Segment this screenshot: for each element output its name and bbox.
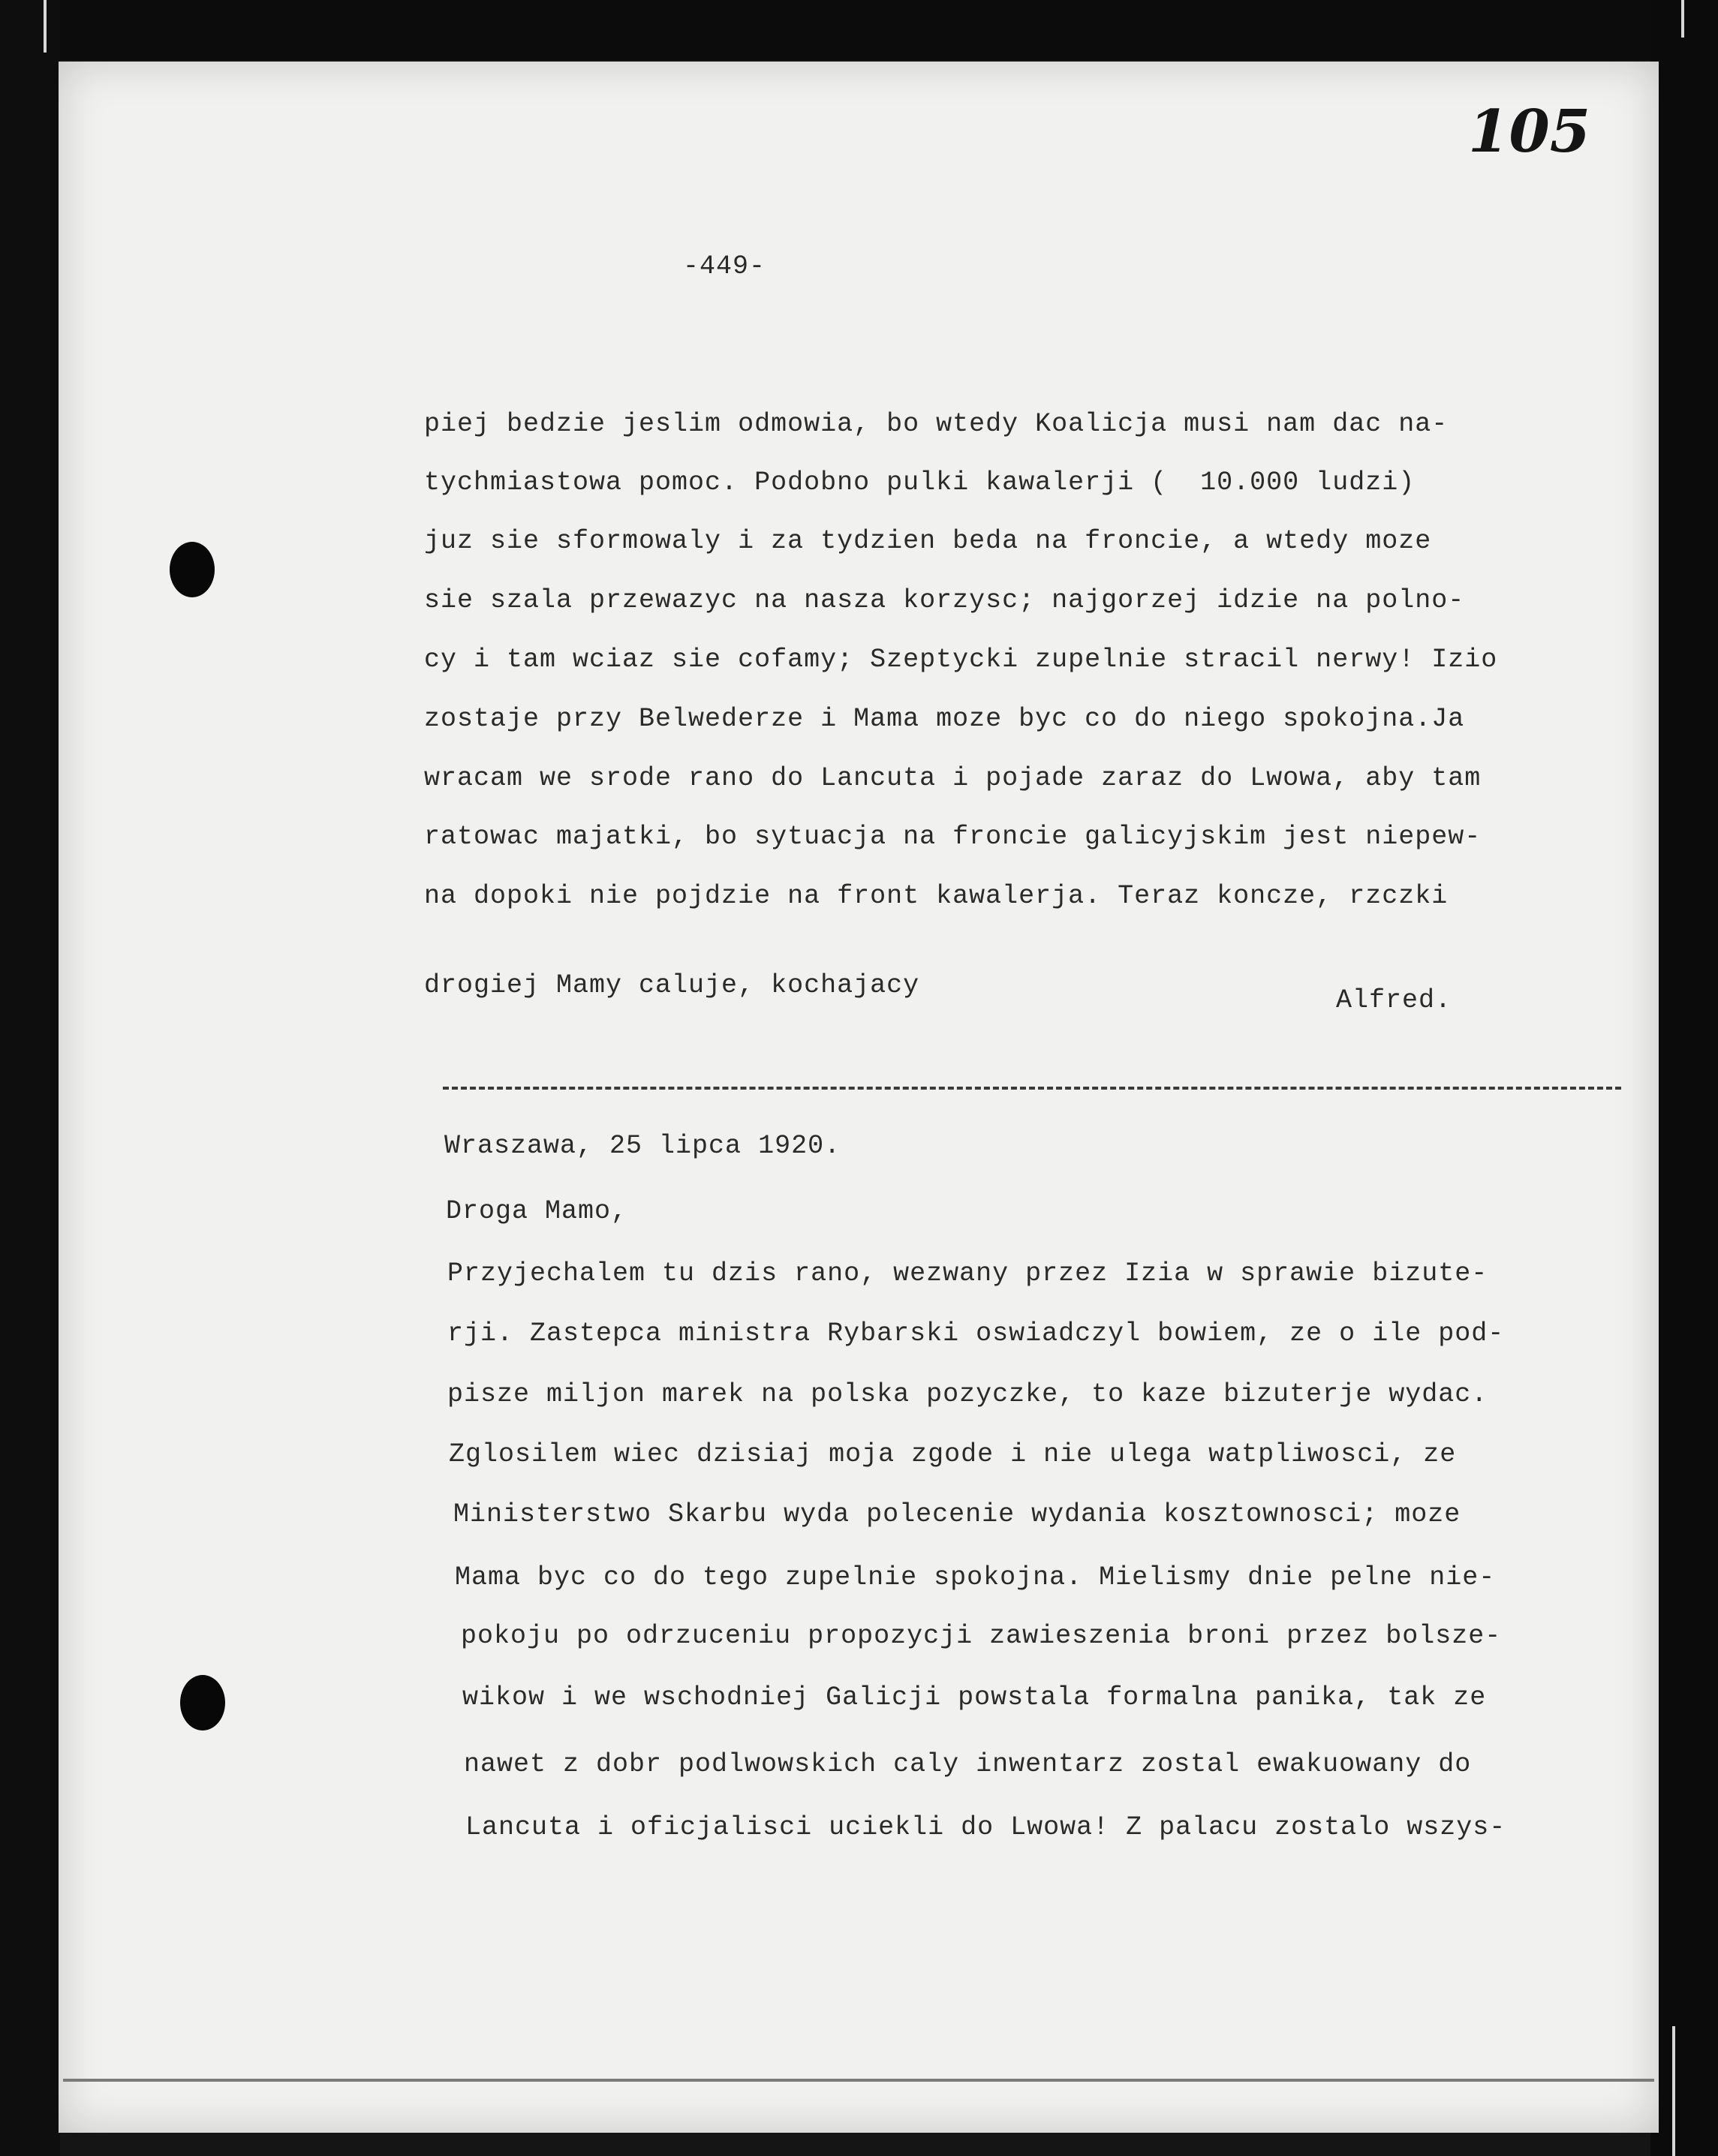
- text-line: na dopoki nie pojdzie na front kawalerja. Teraz koncze, rzczki: [424, 881, 1449, 911]
- punch-hole: [170, 542, 215, 597]
- text-line: wikow i we wschodniej Galicji powstala formalna panika, tak ze: [462, 1682, 1487, 1712]
- text-line: nawet z dobr podlwowskich caly inwentarz zostal ewakuowany do: [464, 1749, 1472, 1779]
- crop-mark-left: [44, 0, 47, 53]
- text-line: Lancuta i oficjalisci uciekli do Lwowa! Z palacu zostalo wszys-: [465, 1812, 1506, 1842]
- text-line: wracam we srode rano do Lancuta i pojade zaraz do Lwowa, aby tam: [424, 763, 1482, 793]
- text-line: piej bedzie jeslim odmowia, bo wtedy Koalicja musi nam dac na-: [424, 409, 1449, 439]
- text-line: Zglosilem wiec dzisiaj moja zgode i nie ulega watpliwosci, ze: [449, 1439, 1457, 1469]
- scan-right-border: [1650, 0, 1718, 2156]
- text-line: Mama byc co do tego zupelnie spokojna. Mielismy dnie pelne nie-: [455, 1562, 1496, 1592]
- signature: Alfred.: [1336, 985, 1452, 1015]
- salutation: Droga Mamo,: [446, 1196, 628, 1226]
- text-line: rji. Zastepca ministra Rybarski oswiadczyl bowiem, ze o ile pod-: [447, 1319, 1505, 1349]
- bottom-frame-line: [63, 2079, 1654, 2082]
- text-line: sie szala przewazyc na nasza korzysc; najgorzej idzie na polno-: [424, 585, 1465, 615]
- text-line: pokoju po odrzuceniu propozycji zawieszenia broni przez bolsze-: [461, 1621, 1502, 1651]
- crop-mark-bottom-right: [1672, 2026, 1675, 2156]
- text-line: Ministerstwo Skarbu wyda polecenie wydania kosztownosci; moze: [453, 1499, 1461, 1529]
- crop-mark-right: [1681, 0, 1684, 38]
- text-line: tychmiastowa pomoc. Podobno pulki kawalerji ( 10.000 ludzi): [424, 468, 1416, 498]
- scan-top-border: [0, 0, 1718, 60]
- punch-hole: [180, 1675, 225, 1731]
- section-divider: [443, 1087, 1621, 1090]
- text-line: juz sie sformowaly i za tydzien beda na froncie, a wtedy moze: [424, 526, 1432, 556]
- page-number: -449-: [683, 251, 766, 281]
- text-line: pisze miljon marek na polska pozyczke, to kaze bizuterje wydac.: [447, 1379, 1488, 1409]
- text-line: cy i tam wciaz sie cofamy; Szeptycki zupelnie stracil nerwy! Izio: [424, 645, 1498, 675]
- scan-left-border: [0, 0, 60, 2156]
- text-line: zostaje przy Belwederze i Mama moze byc co do niego spokojna.Ja: [424, 704, 1465, 734]
- text-line: drogiej Mamy caluje, kochajacy: [424, 970, 920, 1000]
- archive-number: 105: [1468, 98, 1590, 166]
- text-line: ratowac majatki, bo sytuacja na froncie galicyjskim jest niepew-: [424, 822, 1482, 852]
- place-date: Wraszawa, 25 lipca 1920.: [444, 1131, 841, 1161]
- text-line: Przyjechalem tu dzis rano, wezwany przez Izia w sprawie bizute-: [447, 1258, 1488, 1288]
